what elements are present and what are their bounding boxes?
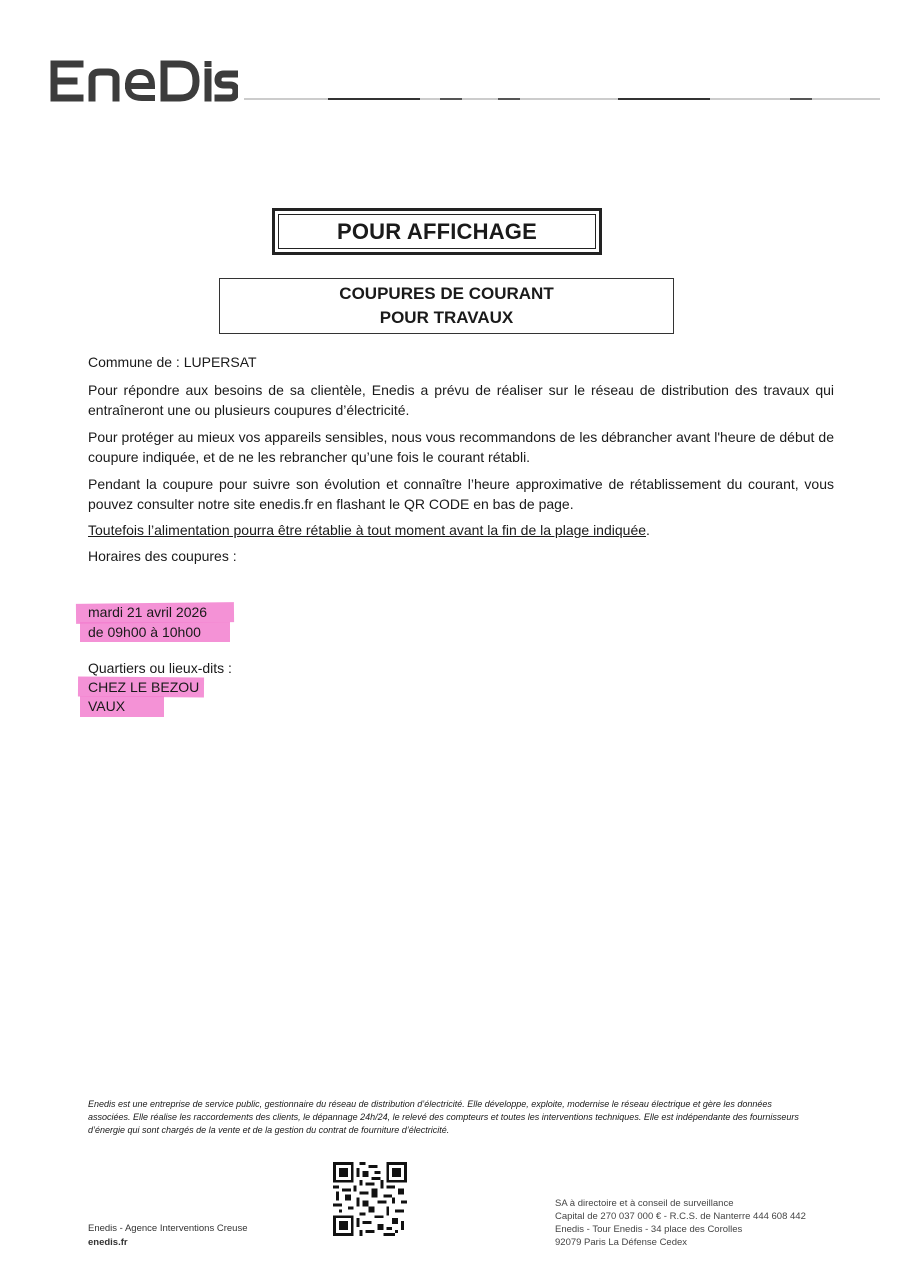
agency-name: Enedis - Agence Interventions Creuse <box>88 1223 248 1234</box>
legal-line: Enedis - Tour Enedis - 34 place des Corolles <box>555 1224 743 1235</box>
paragraph-protect: Pour protéger au mieux vos appareils sensibles, nous vous recommandons de les débrancher avant l'heure de début de coupure indiquée, et de ne les rebrancher qu’une fois le courant rétabli. <box>88 429 834 465</box>
coupures-title-line1: COUPURES DE COURANT <box>339 284 554 303</box>
notice-underlined-text: Toutefois l’alimentation pourra être rétablie à tout moment avant la fin de la plage indiquée <box>88 522 647 538</box>
legal-line: Capital de 270 037 000 € - R.C.S. de Nanterre 444 608 442 <box>555 1211 806 1222</box>
pour-affichage-box <box>272 208 602 255</box>
location-item: CHEZ LE BEZOU <box>88 679 200 695</box>
company-disclaimer: Enedis est une entreprise de service public, gestionnaire du réseau de distribution d’électricité. Elle développe, exploite, modernise le réseau électrique et gère les données associées. Elle réalise les raccordements des clients, le dépannage 24h/24, le relevé des compteurs et toutes les interventions techniques. Elle est indépendante des fournisseurs d’énergie qui sont chargés de la vente et de la gestion du contrat de fourniture d’électricité. <box>88 1099 799 1135</box>
schedule-date: mardi 21 avril 2026 <box>88 604 208 620</box>
location-item: VAUX <box>88 698 126 714</box>
notice-end: . <box>646 522 650 538</box>
locations-label: Quartiers ou lieux-dits : <box>88 660 232 676</box>
coupures-title-box <box>219 278 674 334</box>
legal-line: 92079 Paris La Défense Cedex <box>555 1237 688 1248</box>
paragraph-follow: Pendant la coupure pour suivre son évolution et connaître l’heure approximative de rétablissement du courant, vous pouvez consulter notre site enedis.fr en flashant le QR CODE en bas de page. <box>88 476 834 512</box>
footer-legal-block <box>555 1197 806 1249</box>
paragraph-notice <box>88 520 834 540</box>
commune-line: Commune de : LUPERSAT <box>88 354 257 370</box>
footer-agency-block <box>88 1222 247 1250</box>
enedis-logo <box>48 58 238 104</box>
paragraph-intro: Pour répondre aux besoins de sa clientèle, Enedis a prévu de réaliser sur le réseau de distribution des travaux qui entraîneront une ou plusieurs coupures d’électricité. <box>88 382 834 418</box>
website-link[interactable]: enedis.fr <box>88 1237 128 1248</box>
legal-line: SA à directoire et à conseil de surveillance <box>555 1198 734 1209</box>
header-rule <box>244 98 880 100</box>
schedule-time: de 09h00 à 10h00 <box>88 624 201 640</box>
pour-affichage-title: POUR AFFICHAGE <box>278 214 596 249</box>
qr-code-icon[interactable] <box>333 1162 407 1236</box>
coupures-title-line2: POUR TRAVAUX <box>379 308 514 327</box>
schedule-label: Horaires des coupures : <box>88 548 237 564</box>
